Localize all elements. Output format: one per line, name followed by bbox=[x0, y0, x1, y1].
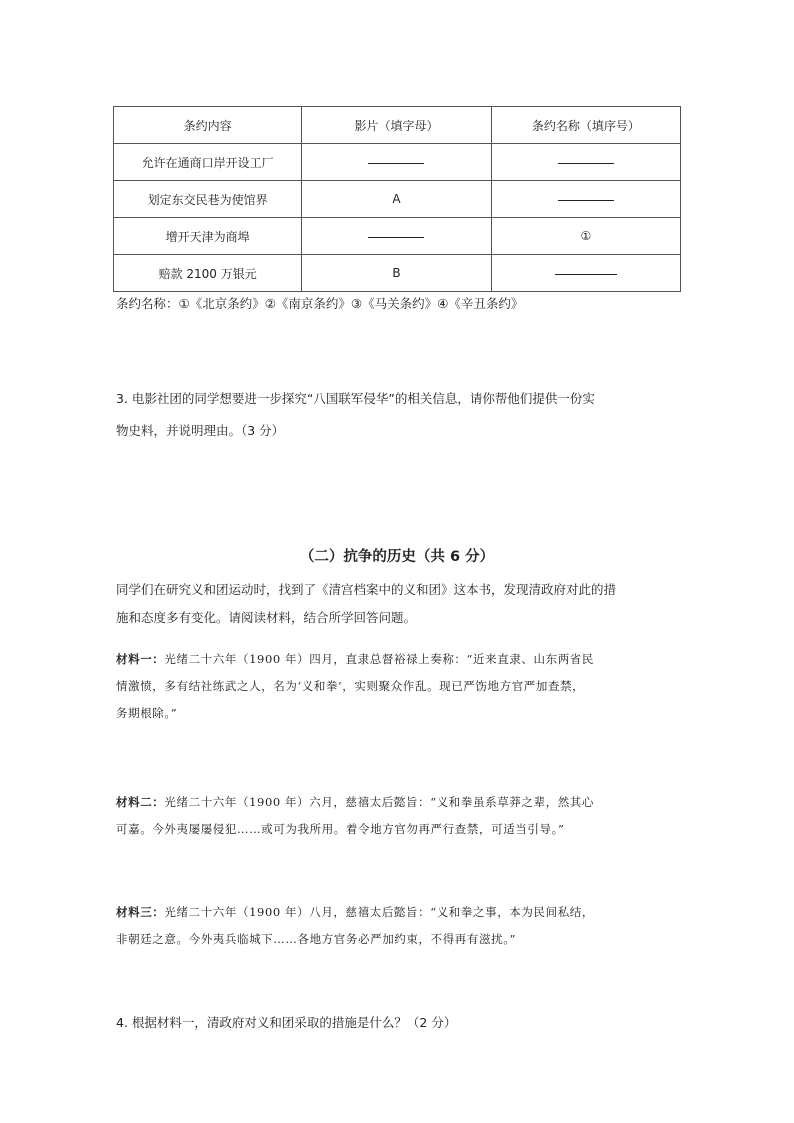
treaty-answer-cell: ① bbox=[491, 218, 680, 255]
material-text: 光绪二十六年（1900 年）四月，直隶总督裕禄上奏称：“近来直隶、山东两省民 bbox=[164, 652, 595, 666]
question-4: 4. 根据材料一，清政府对义和团采取的措施是什么？（2 分） bbox=[116, 1015, 457, 1030]
material-text: 光绪二十六年（1900 年）八月，慈禧太后懿旨：“义和拳之事，本为民间私结， bbox=[164, 905, 595, 919]
film-answer-blank[interactable] bbox=[302, 218, 491, 255]
treaty-table bbox=[113, 106, 681, 292]
film-answer-cell: A bbox=[302, 181, 491, 218]
treaty-names-legend: 条约名称：①《北京条约》②《南京条约》③《马关条约》④《辛丑条约》 bbox=[116, 296, 524, 311]
treaty-content-cell: 赔款 2100 万银元 bbox=[114, 255, 302, 292]
treaty-content-cell: 划定东交民巷为使馆界 bbox=[114, 181, 302, 218]
material-text: 情激愤，多有结社练武之人，名为‘义和拳’，实则聚众作乱。现已严饬地方官严加查禁， bbox=[116, 679, 585, 693]
material-3 bbox=[116, 899, 696, 953]
section-title: （二）抗争的历史（共 6 分） bbox=[299, 549, 495, 565]
table-header-cell: 条约内容 bbox=[114, 107, 302, 144]
table-row bbox=[114, 144, 681, 181]
table-row bbox=[114, 181, 681, 218]
section-intro bbox=[116, 576, 696, 632]
section-intro-line: 同学们在研究义和团运动时，找到了《清宫档案中的义和团》这本书，发现清政府对此的措 bbox=[116, 582, 617, 597]
table-row bbox=[114, 255, 681, 292]
material-1 bbox=[116, 646, 696, 727]
question-3 bbox=[116, 386, 686, 444]
film-answer-cell: B bbox=[302, 255, 491, 292]
material-label: 材料三： bbox=[116, 905, 165, 919]
material-text: 务期根除。” bbox=[116, 706, 178, 720]
section-intro-line: 施和态度多有变化。请阅读材料，结合所学回答问题。 bbox=[116, 610, 417, 625]
table-header-cell: 影片（填字母） bbox=[302, 107, 491, 144]
treaty-content-cell: 增开天津为商埠 bbox=[114, 218, 302, 255]
treaty-answer-blank[interactable] bbox=[491, 181, 680, 218]
material-label: 材料一： bbox=[116, 652, 165, 666]
treaty-answer-blank[interactable] bbox=[491, 255, 680, 292]
question-3-line: 物史料，并说明理由。（3 分） bbox=[116, 423, 285, 438]
film-answer-blank[interactable] bbox=[302, 144, 491, 181]
treaty-answer-blank[interactable] bbox=[491, 144, 680, 181]
material-text: 非朝廷之意。今外夷兵临城下……各地方官务必严加约束，不得再有滋扰。” bbox=[116, 932, 517, 946]
table-header-cell: 条约名称（填序号） bbox=[491, 107, 680, 144]
treaty-content-cell: 允许在通商口岸开设工厂 bbox=[114, 144, 302, 181]
material-2 bbox=[116, 789, 696, 843]
table-row bbox=[114, 218, 681, 255]
material-label: 材料二： bbox=[116, 795, 165, 809]
question-3-line: 3. 电影社团的同学想要进一步探究“八国联军侵华”的相关信息，请你帮他们提供一份实 bbox=[116, 391, 595, 406]
material-text: 可嘉。今外夷屡屡侵犯……或可为我所用。着令地方官勿再严行查禁，可适当引导。” bbox=[116, 822, 565, 836]
material-text: 光绪二十六年（1900 年）六月，慈禧太后懿旨：“义和拳虽系草莽之辈，然其心 bbox=[164, 795, 595, 809]
table-header-row bbox=[114, 107, 681, 144]
